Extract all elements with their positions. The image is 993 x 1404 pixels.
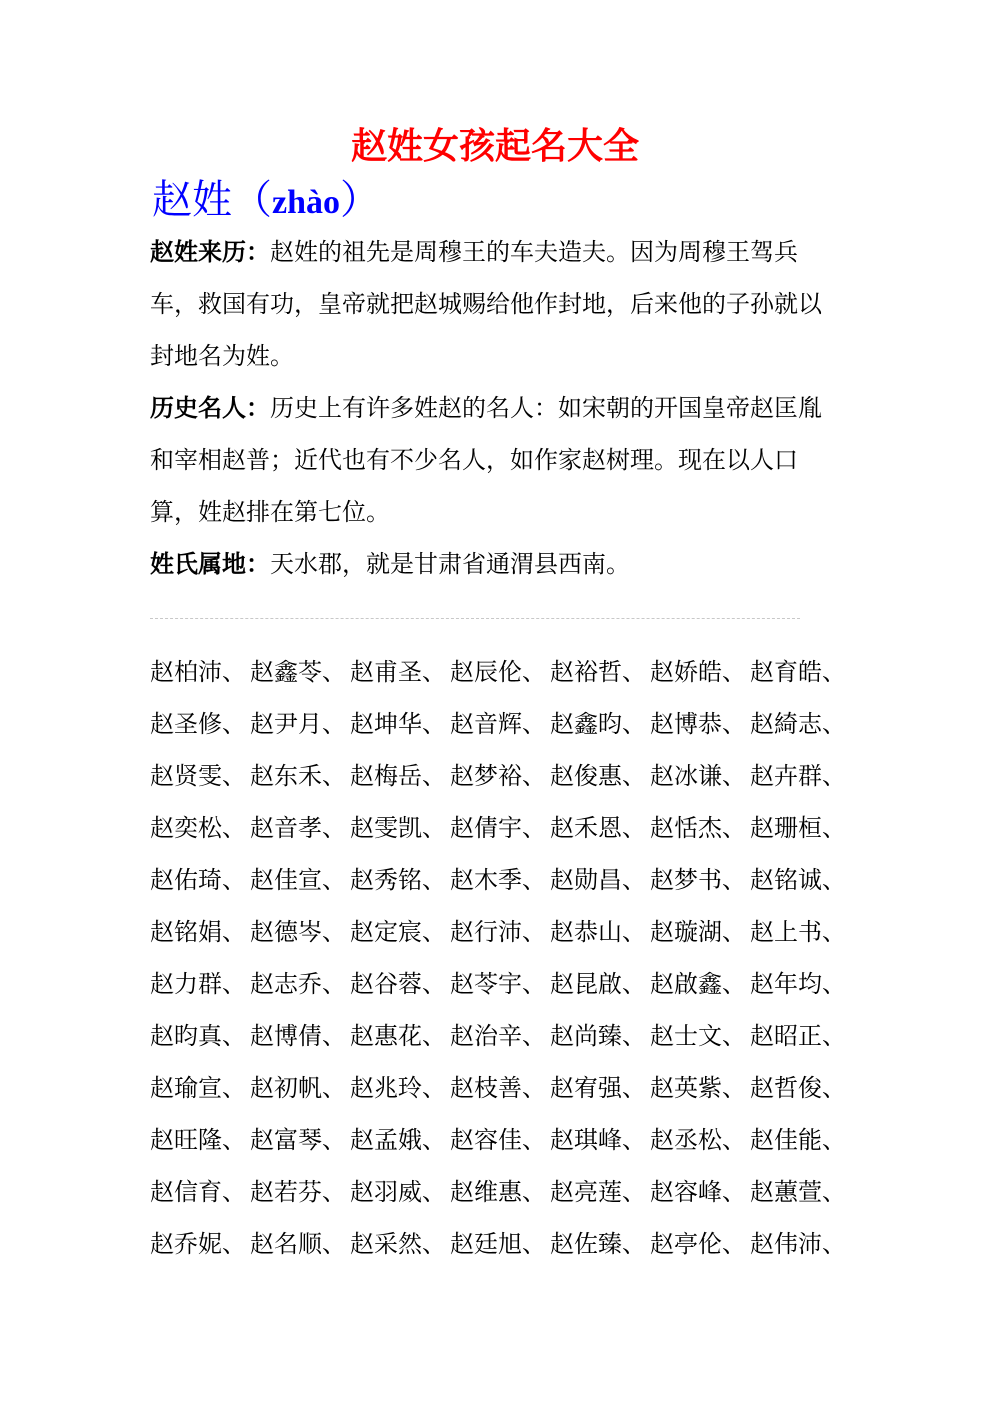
- name-item: 赵亮莲、: [550, 1178, 646, 1206]
- name-row: [150, 1218, 850, 1270]
- name-row: [150, 1062, 850, 1114]
- name-item: 赵羽威、: [350, 1178, 446, 1206]
- paragraph-text: 天水郡，就是甘肃省通渭县西南。: [270, 550, 630, 578]
- name-item: 赵佑琦、: [150, 866, 246, 894]
- name-item: 赵亭伦、: [650, 1230, 746, 1258]
- name-item: 赵冰谦、: [650, 762, 746, 790]
- name-item: 赵上书、: [750, 918, 846, 946]
- dashed-divider: [150, 598, 850, 636]
- name-item: 赵倩宇、: [450, 814, 546, 842]
- name-row: [150, 1010, 850, 1062]
- page-title: 赵姓女孩起名大全: [350, 125, 639, 167]
- name-item: 赵旺隆、: [150, 1126, 246, 1154]
- name-item: 赵圣修、: [150, 710, 246, 738]
- name-item: 赵尹月、: [250, 710, 346, 738]
- name-row: [150, 906, 850, 958]
- paragraph-origin: [150, 226, 840, 382]
- name-item: 赵音孝、: [250, 814, 346, 842]
- name-item: 赵育皓、: [750, 658, 846, 686]
- name-item: 赵采然、: [350, 1230, 446, 1258]
- name-item: 赵璇湖、: [650, 918, 746, 946]
- name-item: 赵丞松、: [650, 1126, 746, 1154]
- name-item: 赵尚臻、: [550, 1022, 646, 1050]
- name-item: 赵勋昌、: [550, 866, 646, 894]
- name-item: 赵枝善、: [450, 1074, 546, 1102]
- name-item: 赵音辉、: [450, 710, 546, 738]
- name-item: 赵志乔、: [250, 970, 346, 998]
- name-item: 赵行沛、: [450, 918, 546, 946]
- name-item: 赵梅岳、: [350, 762, 446, 790]
- name-item: 赵名顺、: [250, 1230, 346, 1258]
- surname-heading-close: ）: [340, 177, 380, 223]
- name-item: 赵铭娟、: [150, 918, 246, 946]
- paragraph-text: 赵姓的祖先是周穆王的车夫造夫。因为周穆王驾兵车，救国有功，皇帝就把赵城赐给他作封地，后来他的子孙就以封地名为姓。: [150, 238, 822, 370]
- name-row: [150, 750, 850, 802]
- name-item: 赵鑫昀、: [550, 710, 646, 738]
- name-item: 赵辰伦、: [450, 658, 546, 686]
- paragraph-famous-people: [150, 382, 840, 538]
- paragraph-label: 姓氏属地：: [150, 549, 270, 578]
- name-item: 赵蕙萱、: [750, 1178, 846, 1206]
- paragraph-territory: [150, 538, 840, 590]
- name-row: [150, 854, 850, 906]
- name-item: 赵坤华、: [350, 710, 446, 738]
- name-item: 赵佐臻、: [550, 1230, 646, 1258]
- name-item: 赵贤雯、: [150, 762, 246, 790]
- name-item: 赵维惠、: [450, 1178, 546, 1206]
- name-item: 赵珊桓、: [750, 814, 846, 842]
- name-item: 赵雯凯、: [350, 814, 446, 842]
- surname-pinyin: zhào: [272, 184, 340, 221]
- name-item: 赵恬杰、: [650, 814, 746, 842]
- name-item: 赵富琴、: [250, 1126, 346, 1154]
- paragraph-label: 历史名人：: [150, 393, 270, 422]
- name-item: 赵惠花、: [350, 1022, 446, 1050]
- name-item: 赵士文、: [650, 1022, 746, 1050]
- name-item: 赵伟沛、: [750, 1230, 846, 1258]
- name-item: 赵俊惠、: [550, 762, 646, 790]
- name-item: 赵昭正、: [750, 1022, 846, 1050]
- surname-heading: [152, 174, 850, 226]
- name-item: 赵昀真、: [150, 1022, 246, 1050]
- divider-line: [150, 618, 800, 619]
- name-item: 赵恭山、: [550, 918, 646, 946]
- name-item: 赵廷旭、: [450, 1230, 546, 1258]
- name-item: 赵佳能、: [750, 1126, 846, 1154]
- name-item: 赵卉群、: [750, 762, 846, 790]
- name-item: 赵东禾、: [250, 762, 346, 790]
- name-item: 赵柏沛、: [150, 658, 246, 686]
- name-item: 赵容佳、: [450, 1126, 546, 1154]
- name-item: 赵啟鑫、: [650, 970, 746, 998]
- name-list: [150, 646, 850, 1270]
- name-item: 赵容峰、: [650, 1178, 746, 1206]
- name-item: 赵英紫、: [650, 1074, 746, 1102]
- name-item: 赵鑫苓、: [250, 658, 346, 686]
- name-item: 赵琪峰、: [550, 1126, 646, 1154]
- name-item: 赵裕哲、: [550, 658, 646, 686]
- name-item: 赵初帆、: [250, 1074, 346, 1102]
- name-item: 赵谷蓉、: [350, 970, 446, 998]
- document-page: [150, 118, 850, 1270]
- name-item: 赵若芬、: [250, 1178, 346, 1206]
- name-item: 赵博倩、: [250, 1022, 346, 1050]
- name-item: 赵木季、: [450, 866, 546, 894]
- name-row: [150, 646, 850, 698]
- name-row: [150, 1166, 850, 1218]
- name-item: 赵梦书、: [650, 866, 746, 894]
- name-item: 赵孟娥、: [350, 1126, 446, 1154]
- paragraph-label: 赵姓来历：: [150, 237, 270, 266]
- name-item: 赵苓宇、: [450, 970, 546, 998]
- name-item: 赵力群、: [150, 970, 246, 998]
- name-item: 赵定宸、: [350, 918, 446, 946]
- name-row: [150, 1114, 850, 1166]
- name-item: 赵昆啟、: [550, 970, 646, 998]
- name-item: 赵信育、: [150, 1178, 246, 1206]
- name-item: 赵博恭、: [650, 710, 746, 738]
- name-item: 赵佳宣、: [250, 866, 346, 894]
- name-item: 赵哲俊、: [750, 1074, 846, 1102]
- name-item: 赵瑜宣、: [150, 1074, 246, 1102]
- name-item: 赵宥强、: [550, 1074, 646, 1102]
- name-item: 赵秀铭、: [350, 866, 446, 894]
- name-item: 赵兆玲、: [350, 1074, 446, 1102]
- name-item: 赵娇皓、: [650, 658, 746, 686]
- name-item: 赵铭诚、: [750, 866, 846, 894]
- paragraph-text: 历史上有许多姓赵的名人：如宋朝的开国皇帝赵匡胤和宰相赵普；近代也有不少名人，如作家赵树理。现在以人口算，姓赵排在第七位。: [150, 394, 822, 526]
- surname-heading-text: 赵姓（: [152, 177, 272, 223]
- name-item: 赵禾恩、: [550, 814, 646, 842]
- name-item: 赵乔妮、: [150, 1230, 246, 1258]
- name-item: 赵年均、: [750, 970, 846, 998]
- name-item: 赵治辛、: [450, 1022, 546, 1050]
- name-row: [150, 802, 850, 854]
- name-item: 赵綺志、: [750, 710, 846, 738]
- name-item: 赵梦裕、: [450, 762, 546, 790]
- name-item: 赵奕松、: [150, 814, 246, 842]
- name-item: 赵甫圣、: [350, 658, 446, 686]
- name-row: [150, 958, 850, 1010]
- name-row: [150, 698, 850, 750]
- name-item: 赵德岑、: [250, 918, 346, 946]
